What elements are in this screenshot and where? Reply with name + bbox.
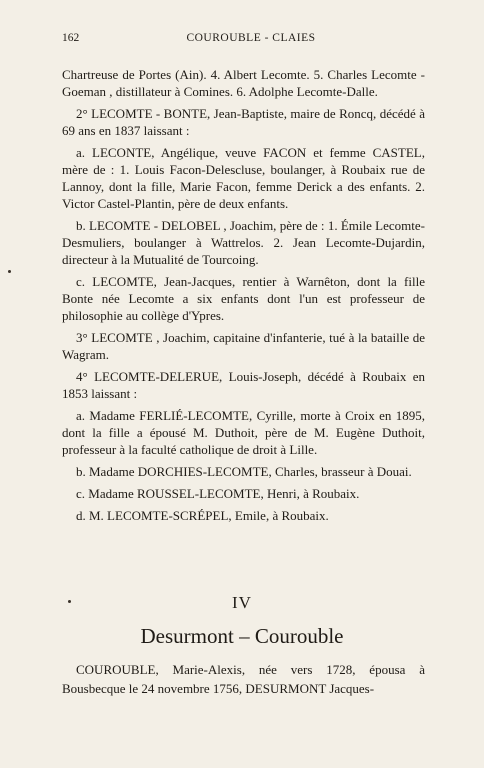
- running-title: COUROUBLE - CLAIES: [186, 32, 316, 44]
- page-number: 162: [62, 32, 80, 44]
- tail-text: [62, 660, 425, 698]
- print-speck: [8, 270, 11, 273]
- paragraph: Chartreuse de Portes (Ain). 4. Albert Lecomte. 5. Charles Lecomte - Goeman , distillateur à Comines. 6. Adolphe Lecomte-Dalle.: [62, 67, 425, 99]
- paragraph: b. Madame DORCHIES-LECOMTE, Charles, brasseur à Douai.: [76, 464, 412, 479]
- body-text: [62, 66, 425, 529]
- section-number: IV: [232, 593, 252, 612]
- section-title: Desurmont – Courouble: [140, 624, 344, 648]
- paragraph: 2° LECOMTE - BONTE, Jean-Baptiste, maire de Roncq, décédé à 69 ans en 1837 laissant :: [62, 106, 425, 138]
- paragraph: COUROUBLE, Marie-Alexis, née vers 1728, épousa à Bousbecque le 24 novembre 1756, DESURMONT Jacques-: [62, 662, 425, 696]
- paragraph: b. LECOMTE - DELOBEL , Joachim, père de : 1. Émile Lecomte-Desmuliers, boulanger à Wattrelos. 2. Jean Lecomte-Dujardin, directeur à la Mutualité de Tourcoing.: [62, 218, 425, 267]
- paragraph: c. Madame ROUSSEL-LECOMTE, Henri, à Roubaix.: [76, 486, 360, 501]
- paragraph: a. LECONTE, Angélique, veuve FACON et femme CASTEL, mère de : 1. Louis Facon-Delescluse, boulanger, à Roubaix rue de Lannoy, dont la fille, Marie Facon, femme Derick a des enfants. 2. Victor Castel-Plantin, père de deux enfants.: [62, 145, 425, 211]
- paragraph: 3° LECOMTE , Joachim, capitaine d'infanterie, tué à la bataille de Wagram.: [62, 330, 425, 362]
- page-header: [62, 32, 440, 48]
- print-speck: [68, 600, 71, 603]
- paragraph: d. M. LECOMTE-SCRÉPEL, Emile, à Roubaix.: [76, 508, 329, 523]
- paragraph: c. LECOMTE, Jean-Jacques, rentier à Warnêton, dont la fille Bonte née Lecomte a six enfants dont l'un est professeur de philosophie au collège d'Ypres.: [62, 274, 425, 323]
- paragraph: a. Madame FERLIÉ-LECOMTE, Cyrille, morte à Croix en 1895, dont la fille a épousé M. Duthoit, père de M. Eugène Duthoit, professeur à la faculté catholique de droit à Lille.: [62, 408, 425, 457]
- paragraph: 4° LECOMTE-DELERUE, Louis-Joseph, décédé à Roubaix en 1853 laissant :: [62, 369, 425, 401]
